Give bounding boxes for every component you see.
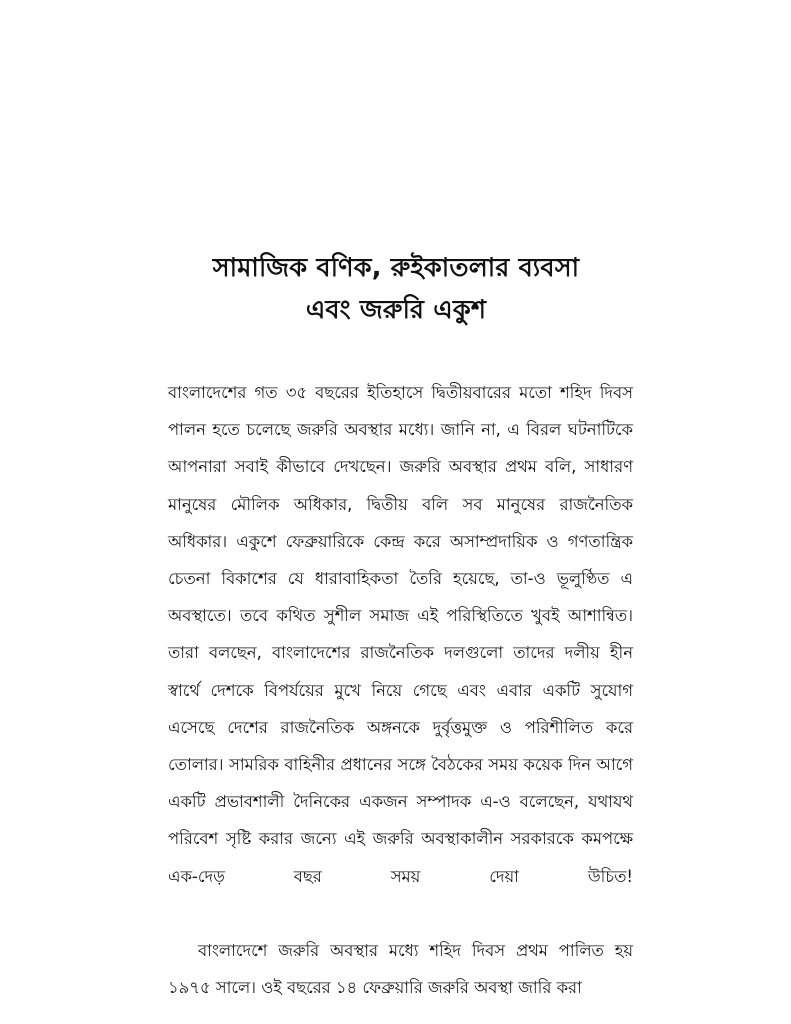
article-title-line-2: এবং জরুরি একুশ: [305, 295, 487, 325]
article-body: [168, 374, 633, 1006]
body-paragraph-1: বাংলাদেশের গত ৩৫ বছরের ইতিহাসে দ্বিতীয়বারের মতো শহিদ দিবস পালন হতে চলেছে জরুরি অবস্থার মধ্যে। জানি না, এ বিরল ঘটনাটিকে আপনারা সবাই কীভাবে দেখছেন। জরুরি অবস্থার প্রথম বলি, সাধারণ মানুষের মৌলিক অধিকার, দ্বিতীয় বলি সব মানুষের রাজনৈতিক অধিকার। একুশে ফেব্রুয়ারিকে কেন্দ্র করে অসাম্প্রদায়িক ও গণতান্ত্রিক চেতনা বিকাশের যে ধারাবাহিকতা তৈরি হয়েছে, তা-ও ভূলুণ্ঠিত এ অবস্থাতে। তবে কথিত সুশীল সমাজ এই পরিস্থিতিতে খুবই আশান্বিত। তারা বলছেন, বাংলাদেশের রাজনৈতিক দলগুলো তাদের দলীয় হীন স্বার্থে দেশকে বিপর্যয়ের মুখে নিয়ে গেছে এবং এবার একটি সুযোগ এসেছে দেশের রাজনৈতিক অঙ্গনকে দুর্বৃত্তমুক্ত ও পরিশীলিত করে তোলার। সামরিক বাহিনীর প্রধানের সঙ্গে বৈঠকের সময় কয়েক দিন আগে একটি প্রভাবশালী দৈনিকের একজন সম্পাদক এ-ও বলেছেন, যথাযথ পরিবেশ সৃষ্টি করার জন্যে এই জরুরি অবস্থাকালীন সরকারকে কমপক্ষে এক-দেড় বছর সময় দেয়া উচিত!: [168, 383, 633, 886]
article-title-line-1: সামাজিক বণিক, রুইকাতলার ব্যবসা: [212, 253, 580, 283]
body-paragraph-2: বাংলাদেশে জরুরি অবস্থার মধ্যে শহিদ দিবস প্রথম পালিত হয় ১৯৭৫ সালে। ওই বছরের ১৪ ফেব্রুয়ারি জরুরি অবস্থা জারি করা: [168, 941, 633, 998]
article-title: [150, 248, 642, 331]
